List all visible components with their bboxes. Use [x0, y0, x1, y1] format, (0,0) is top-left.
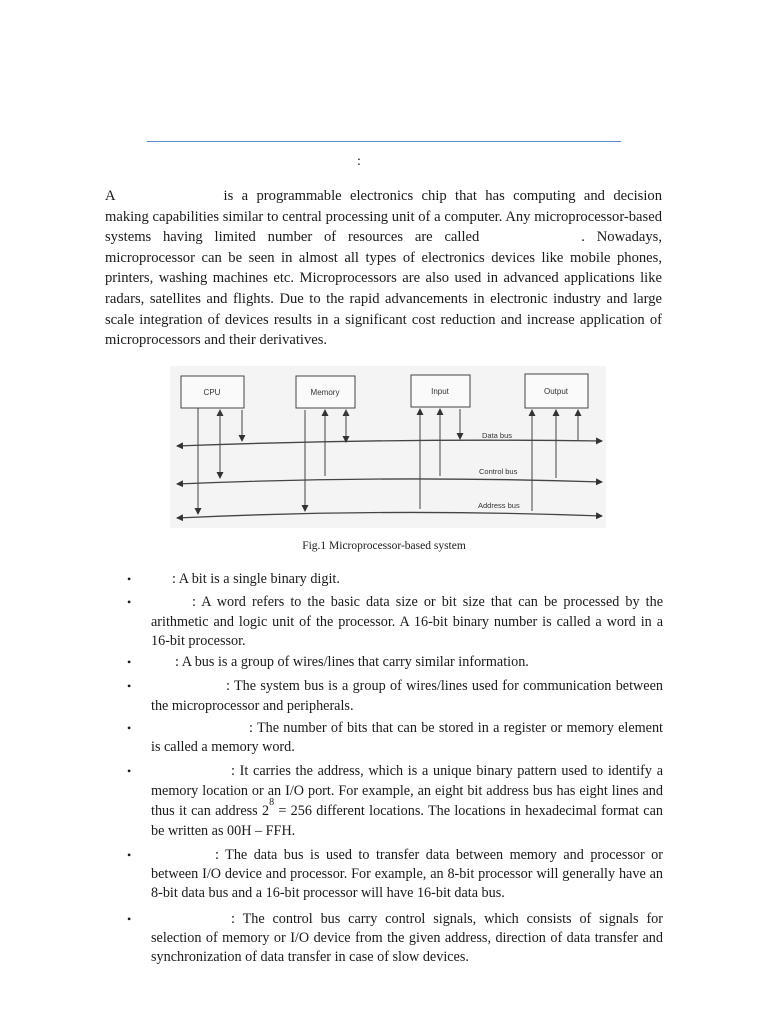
data-bus-label: Data bus	[482, 431, 513, 440]
list-item-memory-word	[105, 719, 663, 758]
bullet-icon: •	[127, 655, 132, 670]
definition-text: : The control bus carry control signals, which consists of signals for selection of memory or I/O device from the given address, direction of data transfer and synchronization of data transfer in case of slow devices.	[151, 910, 663, 966]
figure-caption: Fig.1 Microprocessor-based system	[302, 540, 466, 552]
list-item-bus	[105, 653, 663, 672]
bullet-icon: •	[127, 763, 132, 778]
definition-text: : A bit is a single binary digit.	[172, 571, 340, 587]
definition-text: : It carries the address, which is a unique binary pattern used to identify a memory location or an I/O port. For example, an eight bit address bus has eight lines and thus it can address 2	[151, 762, 663, 819]
definition-text-cont: = 256 different locations. The locations in hexadecimal format can be written as 00H – FFH.	[151, 802, 663, 839]
list-item-word	[105, 593, 663, 651]
control-bus-line	[177, 479, 602, 484]
block-memory	[296, 376, 355, 408]
address-bus-label: Address bus	[478, 501, 520, 510]
data-bus-line	[177, 440, 602, 446]
intro-paragraph	[105, 186, 662, 351]
address-bus-line	[177, 512, 602, 518]
block-input-label: Input	[431, 387, 449, 396]
control-bus-label: Control bus	[479, 467, 518, 476]
definition-text: : The system bus is a group of wires/lines used for communication between the microprocessor and peripherals.	[151, 678, 663, 714]
block-input	[411, 375, 470, 407]
definition-list	[105, 570, 663, 967]
bullet-icon: •	[127, 847, 132, 862]
definition-text: : A bus is a group of wires/lines that carry similar information.	[175, 654, 529, 671]
list-item-control-bus	[105, 910, 663, 968]
bullet-icon: •	[127, 595, 132, 610]
list-item-bit	[105, 570, 663, 589]
bullet-icon: •	[127, 679, 132, 694]
bullet-icon: •	[127, 721, 132, 736]
definition-text: : The data bus is used to transfer data between memory and processor or between I/O device and processor. For example, an 8-bit processor will generally have an 8-bit data bus and a 16-bit processor will have 16-bit data bus.	[151, 846, 663, 902]
bullet-icon: •	[127, 911, 132, 926]
header-colon: :	[357, 154, 361, 169]
bullet-icon: •	[127, 572, 132, 586]
block-cpu	[181, 376, 244, 408]
system-diagram	[170, 366, 606, 528]
definition-text: : The number of bits that can be stored in a register or memory element is called a memory word.	[151, 720, 663, 756]
intro-text-2: . Nowadays, microprocessor can be seen in almost all types of electronics devices like mobile phones, printers, washing machines etc. Microprocessors are also used in advanced applications like radars, satellites and flights. Due to the rapid advancements in electronic industry and large scale integration of devices results in a significant cost reduction and increase application of microprocessors and their derivatives.	[105, 229, 662, 349]
exponent: 8	[269, 796, 275, 808]
intro-lead: A	[105, 188, 116, 204]
list-item-data-bus	[105, 846, 663, 904]
definition-text: : A word refers to the basic data size or bit size that can be processed by the arithmetic and logic unit of the processor. A 16-bit binary number is called a word in a 16-bit processor.	[151, 594, 663, 649]
header-rule	[147, 141, 621, 142]
block-cpu-label: CPU	[203, 388, 221, 397]
block-memory-label: Memory	[310, 388, 340, 397]
block-output	[525, 374, 588, 408]
block-output-label: Output	[543, 387, 569, 396]
list-item-address-bus	[105, 761, 663, 841]
intro-text-1: is a programmable electronics chip that has computing and decision making capabilities similar to central processing unit of a computer. Any microprocessor-based systems having limited number of resources are called	[105, 188, 662, 246]
list-item-system-bus	[105, 677, 663, 716]
